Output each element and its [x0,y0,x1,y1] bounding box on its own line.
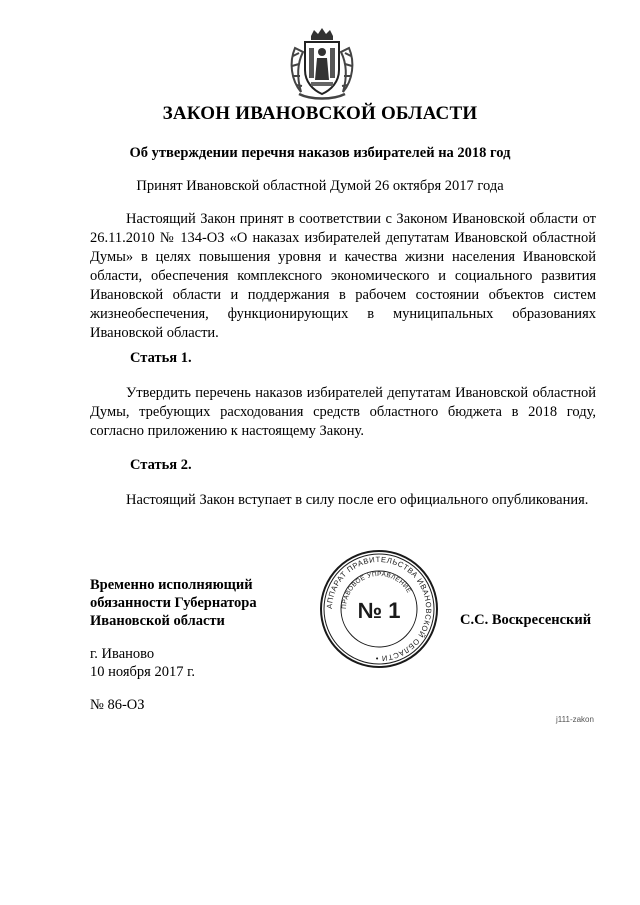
adoption-line: Принят Ивановской областной Думой 26 октября 2017 года [136,178,504,194]
seal-number: № 1 [357,598,401,623]
signatory-name: С.С. Воскресенский [460,612,592,628]
law-number: № 86-ОЗ [90,697,145,713]
official-seal-icon [318,548,440,670]
signatory-position-line: Ивановской области [90,613,225,629]
preamble-paragraph: Настоящий Закон принят в соответствии с Законом Ивановской области от 26.11.2010 № 134-ОЗ «О наказах избирателей депутатам Ивановской областной Думы» в целях повышения уровня и качества жизни населения Ивановской области, обеспечения комплексного экономического и социального развития Ивановской области и поддержания в рабочем состоянии объектов систем жизнеобеспечения, функционирующих в муниципальных образованиях Ивановской области. [90,211,596,341]
article-2-text: Настоящий Закон вступает в силу после его официального опубликования. [126,492,589,508]
article-1-heading: Статья 1. [130,350,192,366]
place-and-date [90,645,195,681]
signatory-position-line: Временно исполняющий [90,577,253,593]
signatory-position [90,576,257,630]
date: 10 ноября 2017 г. [90,664,196,680]
file-code: j111-zakon [556,715,594,724]
document-subtitle: Об утверждении перечня наказов избирателей на 2018 год [129,145,511,161]
document-title: ЗАКОН ИВАНОВСКОЙ ОБЛАСТИ [162,103,478,124]
article-1-text: Утвердить перечень наказов избирателей депутатам Ивановской областной Думы, требующих расходования средств областного бюджета в 2018 году, согласно приложению к настоящему Закону. [90,385,596,439]
seal-inner-text: ПРАВОВОЕ УПРАВЛЕНИЕ [340,570,413,610]
signatory-position-line: обязанности Губернатора [90,595,257,611]
seal-ring-text: АППАРАТ ПРАВИТЕЛЬСТВА ИВАНОВСКОЙ ОБЛАСТИ • [324,554,434,664]
coat-of-arms-icon [287,28,357,100]
place: г. Иваново [90,646,155,662]
article-2-heading: Статья 2. [130,457,192,473]
